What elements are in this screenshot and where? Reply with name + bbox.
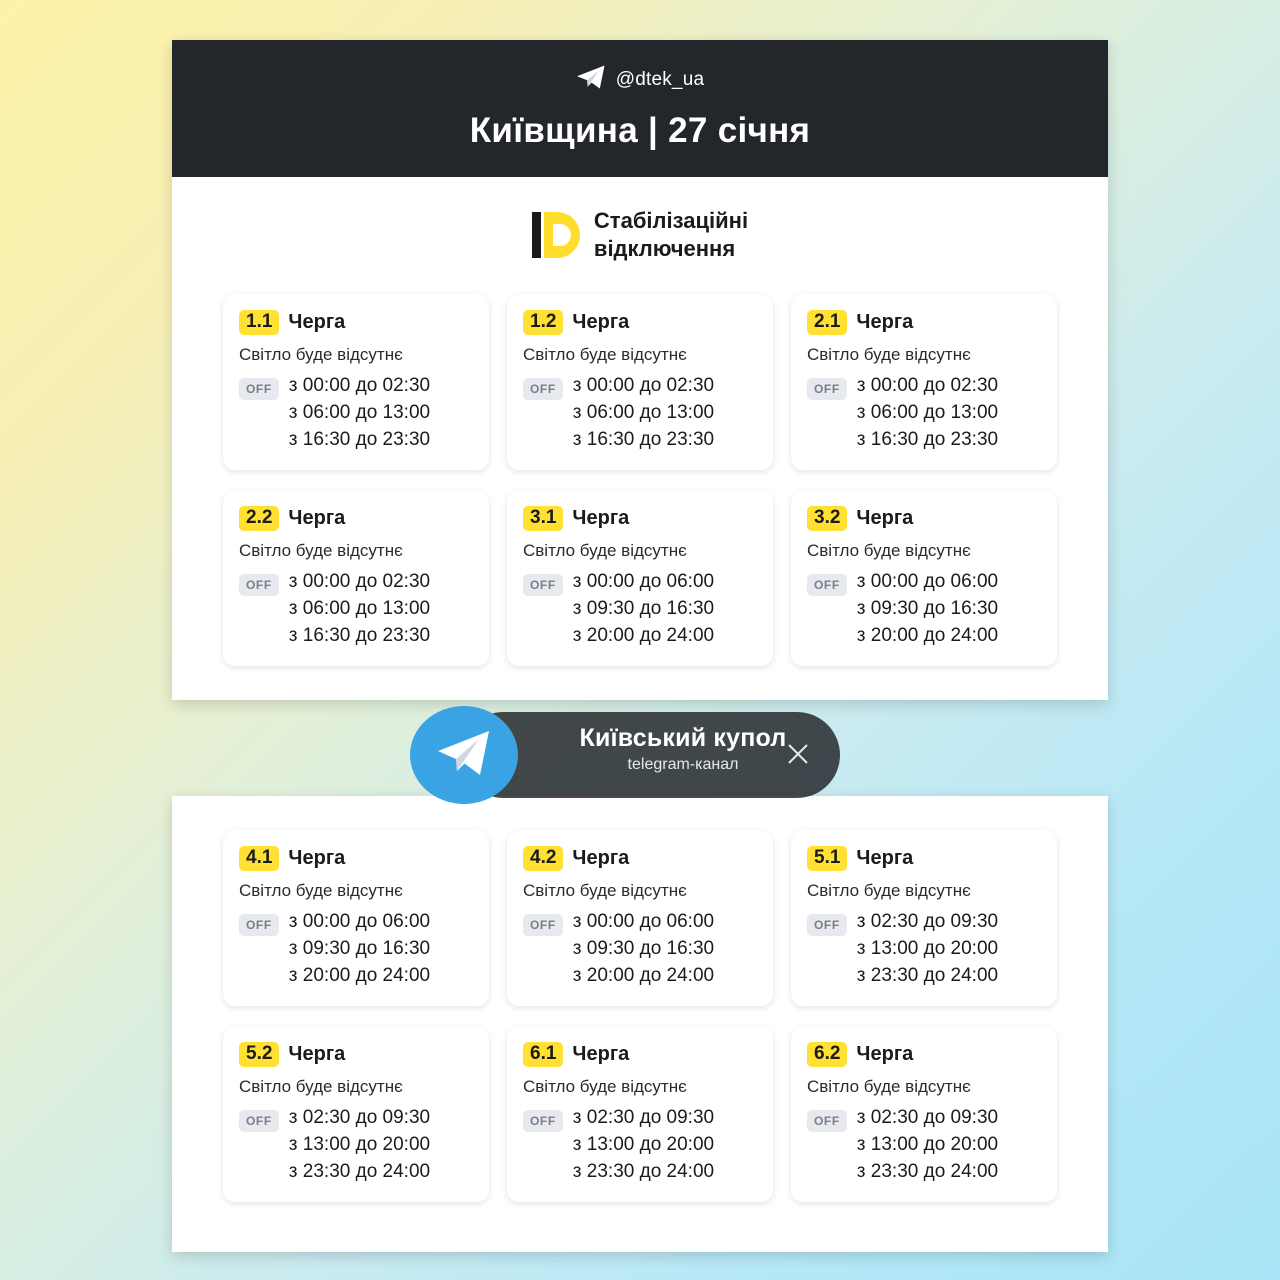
queue-card bbox=[791, 490, 1057, 666]
queue-head bbox=[807, 1042, 1041, 1067]
card-header bbox=[172, 40, 1108, 177]
queue-head bbox=[523, 310, 757, 335]
queue-word: Черга bbox=[856, 506, 914, 529]
queue-slots bbox=[289, 1105, 430, 1186]
card-body-bottom bbox=[172, 796, 1108, 1252]
queue-slot: з 00:00 до 02:30 bbox=[572, 374, 715, 396]
off-badge: OFF bbox=[239, 914, 279, 936]
queue-subtitle: Світло буде відсутнє bbox=[807, 880, 971, 900]
queue-slots bbox=[573, 569, 714, 650]
telegram-icon bbox=[576, 64, 606, 95]
off-badge: OFF bbox=[807, 574, 847, 596]
channel-promo-overlay[interactable] bbox=[410, 706, 840, 804]
queue-head bbox=[807, 846, 1041, 871]
queue-slot: з 23:30 до 24:00 bbox=[572, 1160, 715, 1182]
schedule-card-top bbox=[172, 40, 1108, 700]
queue-subtitle: Світло буде відсутнє bbox=[523, 880, 687, 900]
queue-slot-row bbox=[239, 569, 473, 650]
queue-badge: 5.1 bbox=[807, 846, 847, 871]
queue-slot: з 00:00 до 06:00 bbox=[572, 910, 715, 932]
queue-slot: з 02:30 до 09:30 bbox=[856, 910, 999, 932]
queue-slot-row bbox=[239, 1105, 473, 1186]
channel-handle: @dtek_ua bbox=[615, 68, 705, 90]
queue-card bbox=[791, 1026, 1057, 1202]
queue-word: Черга bbox=[572, 846, 630, 869]
brand-title-line1: Стабілізаційні bbox=[593, 208, 749, 233]
queue-slot-row bbox=[523, 1105, 757, 1186]
queue-word: Черга bbox=[856, 310, 914, 333]
queue-card bbox=[791, 294, 1057, 470]
queue-slot-row bbox=[807, 1105, 1041, 1186]
queue-slot: з 09:30 до 16:30 bbox=[288, 937, 431, 959]
queue-word: Черга bbox=[572, 310, 630, 333]
queue-head bbox=[807, 310, 1041, 335]
queue-subtitle: Світло буде відсутнє bbox=[807, 540, 971, 560]
queue-slot: з 13:00 до 20:00 bbox=[856, 1133, 999, 1155]
queue-badge: 6.1 bbox=[523, 1042, 563, 1067]
queue-subtitle: Світло буде відсутнє bbox=[807, 1076, 971, 1096]
queue-subtitle: Світло буде відсутнє bbox=[523, 1076, 687, 1096]
queue-slot-row bbox=[807, 569, 1041, 650]
queue-card bbox=[223, 490, 489, 666]
queue-head bbox=[807, 506, 1041, 531]
queue-slot: з 13:00 до 20:00 bbox=[288, 1133, 431, 1155]
queue-slots bbox=[857, 373, 998, 454]
queue-slot-row bbox=[239, 909, 473, 990]
queue-badge: 2.2 bbox=[239, 506, 279, 531]
off-badge: OFF bbox=[807, 914, 847, 936]
queue-word: Черга bbox=[288, 1042, 346, 1065]
schedule-card-bottom bbox=[172, 796, 1108, 1252]
queue-card bbox=[507, 490, 773, 666]
queue-slot-row bbox=[523, 373, 757, 454]
queue-head bbox=[523, 506, 757, 531]
queue-slot: з 00:00 до 06:00 bbox=[288, 910, 431, 932]
queue-slots bbox=[573, 909, 714, 990]
card-body-top bbox=[172, 177, 1108, 700]
queue-badge: 1.1 bbox=[239, 310, 279, 335]
queue-slots bbox=[289, 569, 430, 650]
page-title: Київщина | 27 січня bbox=[469, 111, 811, 150]
queue-slot-row bbox=[807, 909, 1041, 990]
queue-slot: з 06:00 до 13:00 bbox=[572, 401, 715, 423]
queue-head bbox=[523, 1042, 757, 1067]
queue-head bbox=[239, 846, 473, 871]
queue-slot: з 09:30 до 16:30 bbox=[572, 937, 715, 959]
queue-slot: з 00:00 до 02:30 bbox=[856, 374, 999, 396]
promo-text bbox=[538, 724, 828, 774]
queue-slot: з 20:00 до 24:00 bbox=[572, 624, 715, 646]
queue-subtitle: Світло буде відсутнє bbox=[239, 880, 403, 900]
queue-head bbox=[239, 1042, 473, 1067]
queue-word: Черга bbox=[572, 1042, 630, 1065]
queue-slot: з 16:30 до 23:30 bbox=[856, 428, 999, 450]
queue-card bbox=[507, 1026, 773, 1202]
queue-card bbox=[223, 1026, 489, 1202]
queue-slots bbox=[573, 1105, 714, 1186]
queue-word: Черга bbox=[856, 846, 914, 869]
queue-slot: з 06:00 до 13:00 bbox=[288, 401, 431, 423]
off-badge: OFF bbox=[523, 574, 563, 596]
queue-badge: 6.2 bbox=[807, 1042, 847, 1067]
promo-title: Київський купол bbox=[579, 724, 787, 752]
queue-badge: 5.2 bbox=[239, 1042, 279, 1067]
queue-subtitle: Світло буде відсутнє bbox=[807, 344, 971, 364]
queue-slot: з 23:30 до 24:00 bbox=[856, 1160, 999, 1182]
queue-subtitle: Світло буде відсутнє bbox=[239, 1076, 403, 1096]
queue-slot: з 00:00 до 02:30 bbox=[288, 374, 431, 396]
queue-slot: з 06:00 до 13:00 bbox=[856, 401, 999, 423]
queue-slot: з 02:30 до 09:30 bbox=[572, 1106, 715, 1128]
queue-slot: з 06:00 до 13:00 bbox=[288, 597, 431, 619]
queue-slot-row bbox=[239, 373, 473, 454]
queue-slot: з 09:30 до 16:30 bbox=[572, 597, 715, 619]
channel-handle-row bbox=[172, 64, 1108, 95]
queue-head bbox=[239, 506, 473, 531]
queue-slots bbox=[289, 373, 430, 454]
brand-title bbox=[594, 207, 748, 262]
off-badge: OFF bbox=[523, 378, 563, 400]
queue-grid-top bbox=[172, 294, 1108, 666]
queue-word: Черга bbox=[288, 846, 346, 869]
queue-badge: 4.2 bbox=[523, 846, 563, 871]
queue-slot: з 13:00 до 20:00 bbox=[856, 937, 999, 959]
queue-slots bbox=[857, 909, 998, 990]
queue-slot: з 20:00 до 24:00 bbox=[288, 964, 431, 986]
queue-subtitle: Світло буде відсутнє bbox=[239, 344, 403, 364]
queue-slot: з 16:30 до 23:30 bbox=[572, 428, 715, 450]
queue-slot-row bbox=[807, 373, 1041, 454]
queue-slot: з 20:00 до 24:00 bbox=[856, 624, 999, 646]
off-badge: OFF bbox=[807, 378, 847, 400]
off-badge: OFF bbox=[239, 574, 279, 596]
queue-slot: з 13:00 до 20:00 bbox=[572, 1133, 715, 1155]
brand-title-line2: відключення bbox=[593, 235, 736, 261]
queue-card bbox=[223, 830, 489, 1006]
queue-word: Черга bbox=[288, 310, 346, 333]
queue-badge: 2.1 bbox=[807, 310, 847, 335]
dtek-logo-icon bbox=[532, 212, 580, 258]
queue-slots bbox=[573, 373, 714, 454]
queue-badge: 1.2 bbox=[523, 310, 563, 335]
queue-slot: з 02:30 до 09:30 bbox=[856, 1106, 999, 1128]
promo-subtitle: telegram-канал bbox=[627, 756, 739, 773]
queue-slot: з 00:00 до 02:30 bbox=[288, 570, 431, 592]
queue-badge: 4.1 bbox=[239, 846, 279, 871]
off-badge: OFF bbox=[807, 1110, 847, 1132]
queue-head bbox=[239, 310, 473, 335]
promo-avatar[interactable] bbox=[410, 706, 518, 804]
queue-card bbox=[791, 830, 1057, 1006]
queue-word: Черга bbox=[288, 506, 346, 529]
queue-subtitle: Світло буде відсутнє bbox=[239, 540, 403, 560]
queue-slots bbox=[857, 569, 998, 650]
queue-slot: з 02:30 до 09:30 bbox=[288, 1106, 431, 1128]
off-badge: OFF bbox=[239, 378, 279, 400]
close-icon[interactable] bbox=[786, 742, 810, 771]
queue-card bbox=[507, 830, 773, 1006]
telegram-icon bbox=[435, 728, 493, 783]
queue-slot: з 16:30 до 23:30 bbox=[288, 428, 431, 450]
queue-slot: з 23:30 до 24:00 bbox=[856, 964, 999, 986]
queue-subtitle: Світло буде відсутнє bbox=[523, 540, 687, 560]
off-badge: OFF bbox=[239, 1110, 279, 1132]
queue-grid-bottom bbox=[172, 830, 1108, 1202]
queue-slot-row bbox=[523, 569, 757, 650]
queue-slot: з 00:00 до 06:00 bbox=[572, 570, 715, 592]
queue-word: Черга bbox=[856, 1042, 914, 1065]
queue-card bbox=[223, 294, 489, 470]
queue-slots bbox=[857, 1105, 998, 1186]
queue-subtitle: Світло буде відсутнє bbox=[523, 344, 687, 364]
queue-slot: з 00:00 до 06:00 bbox=[856, 570, 999, 592]
off-badge: OFF bbox=[523, 1110, 563, 1132]
queue-slot: з 09:30 до 16:30 bbox=[856, 597, 999, 619]
queue-slot-row bbox=[523, 909, 757, 990]
queue-card bbox=[507, 294, 773, 470]
queue-word: Черга bbox=[572, 506, 630, 529]
queue-slot: з 20:00 до 24:00 bbox=[572, 964, 715, 986]
brand-row bbox=[172, 207, 1108, 262]
queue-slot: з 23:30 до 24:00 bbox=[288, 1160, 431, 1182]
off-badge: OFF bbox=[523, 914, 563, 936]
queue-slots bbox=[289, 909, 430, 990]
queue-badge: 3.2 bbox=[807, 506, 847, 531]
queue-badge: 3.1 bbox=[523, 506, 563, 531]
queue-head bbox=[523, 846, 757, 871]
queue-slot: з 16:30 до 23:30 bbox=[288, 624, 431, 646]
